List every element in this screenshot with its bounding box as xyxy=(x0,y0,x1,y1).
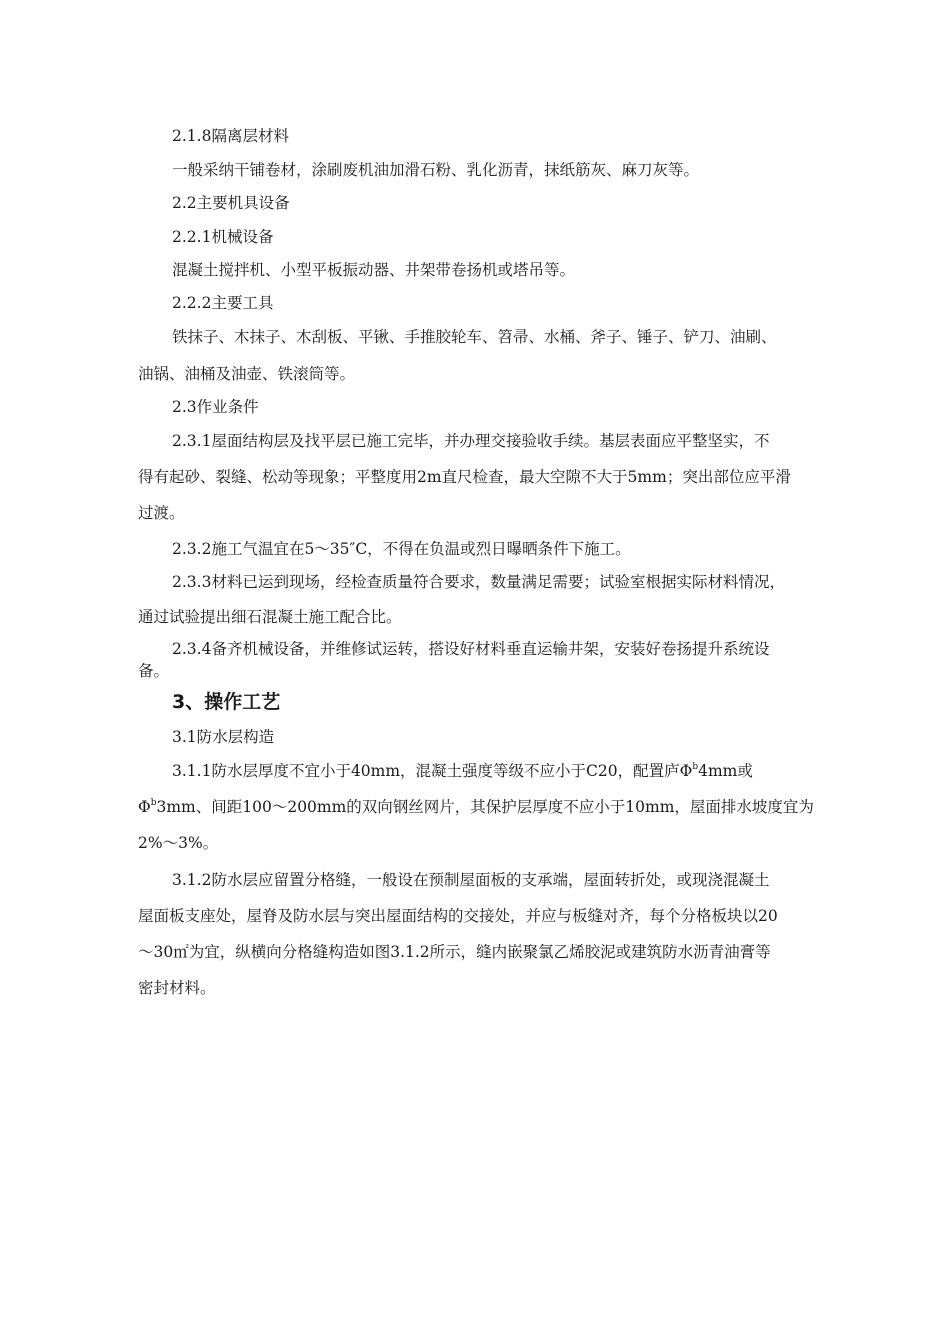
section-3-1-1-line2-text: 3mm、间距100～200mm的双向钢丝网片，其保护层厚度不应小于10mm，屋面排水坡度宜为 xyxy=(156,798,814,816)
section-3-1-2-line1: 3.1.2防水层应留置分格缝，一般设在预制屋面板的支承端，屋面转折处，或现浇混凝土 xyxy=(172,871,770,889)
section-2-2-1-heading: 2.2.1机械设备 xyxy=(172,228,274,246)
section-2-3-1-line1: 2.3.1屋面结构层及找平层已施工完毕，并办理交接验收手续。基层表面应平整坚实，不 xyxy=(172,432,770,450)
section-3-1-1-line2 xyxy=(138,796,814,818)
section-2-3-heading: 2.3作业条件 xyxy=(172,398,259,416)
section-3-1-heading: 3.1防水层构造 xyxy=(172,728,275,746)
section-3-1-1-line1 xyxy=(172,760,753,782)
section-2-2-heading: 2.2主要机具设备 xyxy=(172,194,290,212)
section-3-1-1-line1-tail: 4mm或 xyxy=(698,762,753,780)
section-2-1-8-heading: 2.1.8隔离层材料 xyxy=(172,127,289,145)
section-2-3-4-line1: 2.3.4备齐机械设备，并维修试运转，搭设好材料垂直运输井架，安装好卷扬提升系统设 xyxy=(172,640,770,658)
section-2-3-3-line1: 2.3.3材料已运到现场，经检查质量符合要求，数量满足需要；试验室根据实际材料情况， xyxy=(172,573,785,591)
section-2-1-8-body: 一般采纳干铺卷材，涂刷废机油加滑石粉、乳化沥青，抹纸筋灰、麻刀灰等。 xyxy=(172,161,700,179)
section-2-3-1-line2: 得有起砂、裂缝、松动等现象；平整度用2m直尺检查，最大空隙不大于5mm；突出部位应平滑 xyxy=(138,468,791,486)
section-2-2-2-heading: 2.2.2主要工具 xyxy=(172,294,274,312)
section-2-2-2-body-line2: 油锅、油桶及油壶、铁滚筒等。 xyxy=(138,365,356,383)
section-2-3-3-line2: 通过试验提出细石混凝土施工配合比。 xyxy=(138,608,402,626)
section-2-3-2-line1: 2.3.2施工气温宜在5～35″C，不得在负温或烈日曝晒条件下施工。 xyxy=(172,540,631,558)
section-2-2-2-body-line1: 铁抹子、木抹子、木刮板、平锹、手推胶轮车、笤帚、水桶、斧子、锤子、铲刀、油刷、 xyxy=(172,328,777,346)
section-3-1-1-line2-symbol: Φ xyxy=(138,798,151,816)
section-3-1-1-line1-text: 3.1.1防水层厚度不宜小于40mm，混凝土强度等级不应小于C20，配置庐Φ xyxy=(172,762,693,780)
section-2-3-4-line2: 备。 xyxy=(138,662,170,680)
section-3-1-2-line2: 屋面板支座处，屋脊及防水层与突出屋面结构的交接处，并应与板缝对齐，每个分格板块以20 xyxy=(138,907,778,925)
steel-grade-superscript: b xyxy=(692,762,699,772)
section-3-heading: 3、操作工艺 xyxy=(172,691,281,713)
steel-grade-superscript: b xyxy=(150,798,157,808)
section-2-3-1-line3: 过渡。 xyxy=(138,504,185,522)
section-2-2-1-body: 混凝土搅拌机、小型平板振动器、井架带卷扬机或塔吊等。 xyxy=(172,261,576,279)
section-3-1-1-line3: 2%～3%。 xyxy=(138,834,219,852)
section-3-1-2-line4: 密封材料。 xyxy=(138,979,216,997)
section-3-1-2-line3: ～30㎡为宜，纵横向分格缝构造如图3.1.2所示，缝内嵌聚氯乙烯胶泥或建筑防水沥青油膏等 xyxy=(138,943,771,961)
